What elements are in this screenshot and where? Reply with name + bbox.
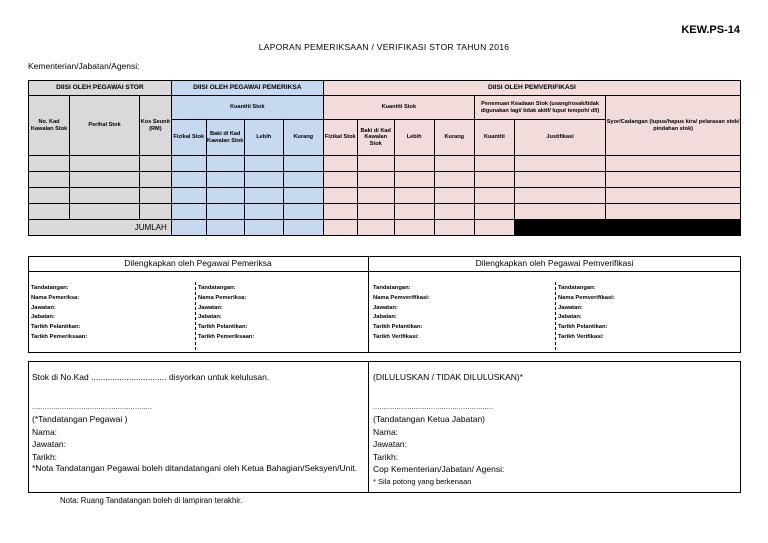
col-kos: Kos Seunit (RM) (139, 96, 171, 156)
col-kurang: Kurang (283, 120, 323, 156)
group-pemverifikasi: DIISI OLEH PEMVERIFIKASI (323, 81, 740, 96)
col-lebih: Lebih (244, 120, 283, 156)
group-pemeriksa: DIISI OLEH PEGAWAI PEMERIKSA (171, 81, 323, 96)
left-signature-block: (*Tandatangan Pegawai ) Nama: Jawatan: Tarikh: *Nota Tandatangan Pegawai boleh ditandatangani oleh Ketua Bahagian/Seksyen/Unit. (32, 414, 357, 474)
approval-status: (DILULUSKAN / TIDAK DILULUSKAN)* (373, 372, 524, 382)
page-title: LAPORAN PEMERIKSAAN / VERIFIKASI STOR TAHUN 2016 (258, 42, 510, 52)
pemeriksa-fields-1: Tandatangan: Nama Pemeriksa: Jawatan: Jabatan: Tarikh Pelantikan: Tarikh Pemeriksaan: (31, 285, 88, 340)
group-stor: DIISI OLEH PEGAWAI STOR (29, 81, 172, 96)
right-signature-block: (Tandatangan Ketua Jabatan) Nama: Jawatan: Tarikh: Cop Kementerian/Jabatan/ Agensi: * Sila potong yang berkenaan (373, 414, 505, 486)
pemverifikasi-heading: Dilengkapkan oleh Pegawai Pemverifikasi (475, 258, 634, 268)
table-row (29, 188, 741, 204)
col-no-kad: No. Kad Kawalan Stok (29, 96, 70, 156)
jumlah-row (29, 220, 741, 236)
table-row (29, 156, 741, 172)
table-row (29, 204, 741, 220)
col-justifikasi: Justifikasi (514, 120, 605, 156)
col-kuantiti-stok-pemeriksa: Kuantiti Stok (171, 96, 323, 120)
pemverifikasi-fields-1: Tandatangan: Nama Pemverifikasi: Jawatan: Jabatan: Tarikh Pelantikan: Tarikh Verifikasi: (373, 285, 430, 340)
jumlah-label: JUMLAH (29, 220, 172, 236)
col-kuantiti: Kuantiti (474, 120, 514, 156)
col-lebih: Lebih (394, 120, 434, 156)
recommend-line: Stok di No.Kad ................................ disyorkan untuk kelulusan. (32, 372, 270, 382)
footer-note: Nota: Ruang Tandatangan boleh di lampiran terakhir. (60, 496, 243, 505)
agency-label: Kementerian/Jabatan/Agensi: (28, 61, 140, 71)
stock-table (28, 80, 741, 236)
col-fizikal: Fizikal Stok (171, 120, 206, 156)
col-penemuan: Penemuan Keadaan Stok (usang/rosak/tidak digunakan lagi/ tidak aktif/ luput tempoh/ dll) (474, 96, 605, 120)
col-kurang: Kurang (434, 120, 474, 156)
col-fizikal: Fizikal Stok (323, 120, 357, 156)
pemverifikasi-fields-2: Tandatangan: Nama Pemverifikasi: Jawatan: Jabatan: Tarikh Pelantikan: Tarikh Verifikasi: (558, 285, 615, 340)
pemeriksa-heading: Dilengkapkan oleh Pegawai Pemeriksa (124, 258, 272, 268)
left-signature-line: ........................................................ (32, 404, 153, 411)
right-signature-line: ........................................................ (373, 404, 494, 411)
col-perihal: Perihal Stok (70, 96, 140, 156)
col-baki: Baki di Kad Kawalan Stok (206, 120, 244, 156)
form-code: KEW.PS-14 (681, 24, 740, 36)
col-syor: Syor/Cadangan (lupus/hapus kira/ pelarasan stok/ pindahan stok) (606, 96, 741, 156)
pemeriksa-fields-2: Tandatangan: Nama Pemeriksa: Jawatan: Jabatan: Tarikh Pelantikan: Tarikh Pemeriksaan: (198, 285, 255, 340)
col-baki: Baki di Kad Kawalan Stok (357, 120, 394, 156)
col-kuantiti-stok-pemverifikasi: Kuantiti Stok (323, 96, 474, 120)
table-row (29, 172, 741, 188)
